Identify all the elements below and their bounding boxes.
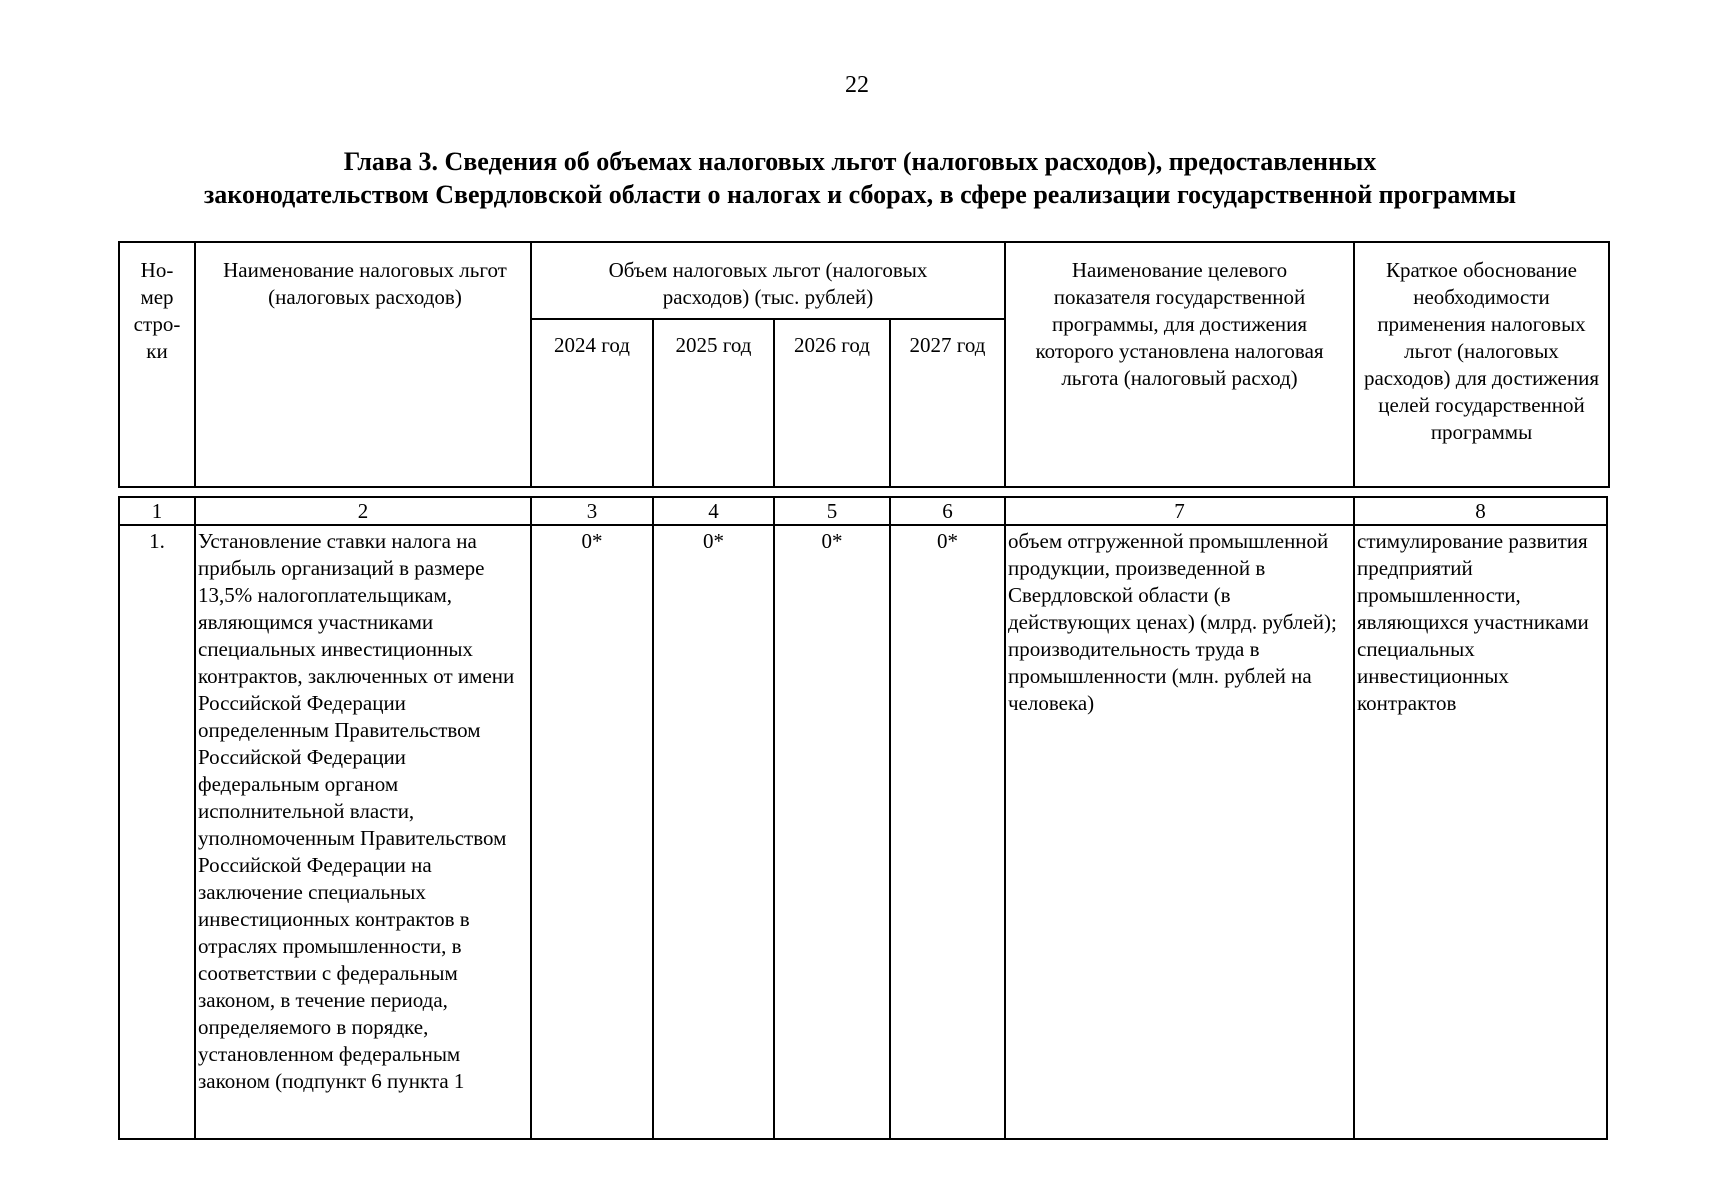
header-year-2024: 2024 год	[531, 319, 653, 487]
column-number: 7	[1005, 497, 1354, 525]
value-2026: 0*	[774, 525, 890, 1139]
row-number: 1.	[119, 525, 195, 1139]
header-table	[118, 241, 1610, 488]
title-line-1: Глава 3. Сведения об объемах налоговых льгот (налоговых расходов), предоставленных	[343, 147, 1377, 176]
header-target-indicator: Наименование целевого показателя государственной программы, для достижения которого установлена налоговая льгота (налоговый расход)	[1005, 242, 1354, 487]
column-number: 6	[890, 497, 1005, 525]
value-2024: 0*	[531, 525, 653, 1139]
column-number: 1	[119, 497, 195, 525]
column-number: 4	[653, 497, 774, 525]
page-title	[120, 145, 1600, 211]
header-benefit-name: Наименование налоговых льгот (налоговых расходов)	[195, 242, 531, 487]
header-row-number: Но-мер стро-ки	[119, 242, 195, 487]
header-benefit-volume: Объем налоговых льгот (налоговых расходов) (тыс. рублей)	[531, 242, 1005, 319]
column-number: 8	[1354, 497, 1607, 525]
data-table	[118, 496, 1608, 1140]
value-2025: 0*	[653, 525, 774, 1139]
header-year-2027: 2027 год	[890, 319, 1005, 487]
value-2027: 0*	[890, 525, 1005, 1139]
target-indicator: объем отгруженной промышленной продукции, произведенной в Свердловской области (в действующих ценах) (млрд. рублей); производительность труда в промышленности (млн. рублей на человека)	[1005, 525, 1354, 1139]
header-year-2026: 2026 год	[774, 319, 890, 487]
header-year-2025: 2025 год	[653, 319, 774, 487]
justification: стимулирование развития предприятий промышленности, являющихся участниками специальных инвестиционных контрактов	[1354, 525, 1607, 1139]
table-row	[119, 525, 1607, 1139]
column-number-row	[119, 497, 1607, 525]
column-number: 3	[531, 497, 653, 525]
column-number: 2	[195, 497, 531, 525]
column-number: 5	[774, 497, 890, 525]
header-justification: Краткое обоснование необходимости применения налоговых льгот (налоговых расходов) для достижения целей государственной программы	[1354, 242, 1609, 487]
benefit-name: Установление ставки налога на прибыль организаций в размере 13,5% налогоплательщикам, являющимся участниками специальных инвестиционных контрактов, заключенных от имени Российской Федерации определенным Правительством Российской Федерации федеральным органом исполнительной власти, уполномоченным Правительством Российской Федерации на заключение специальных инвестиционных контрактов в отраслях промышленности, в соответствии с федеральным законом, в течение периода, определяемого в порядке, установленном федеральным законом (подпункт 6 пункта 1	[195, 525, 531, 1139]
title-line-2: законодательством Свердловской области о налогах и сборах, в сфере реализации государственной программы	[203, 180, 1517, 209]
page-number: 22	[845, 72, 869, 98]
